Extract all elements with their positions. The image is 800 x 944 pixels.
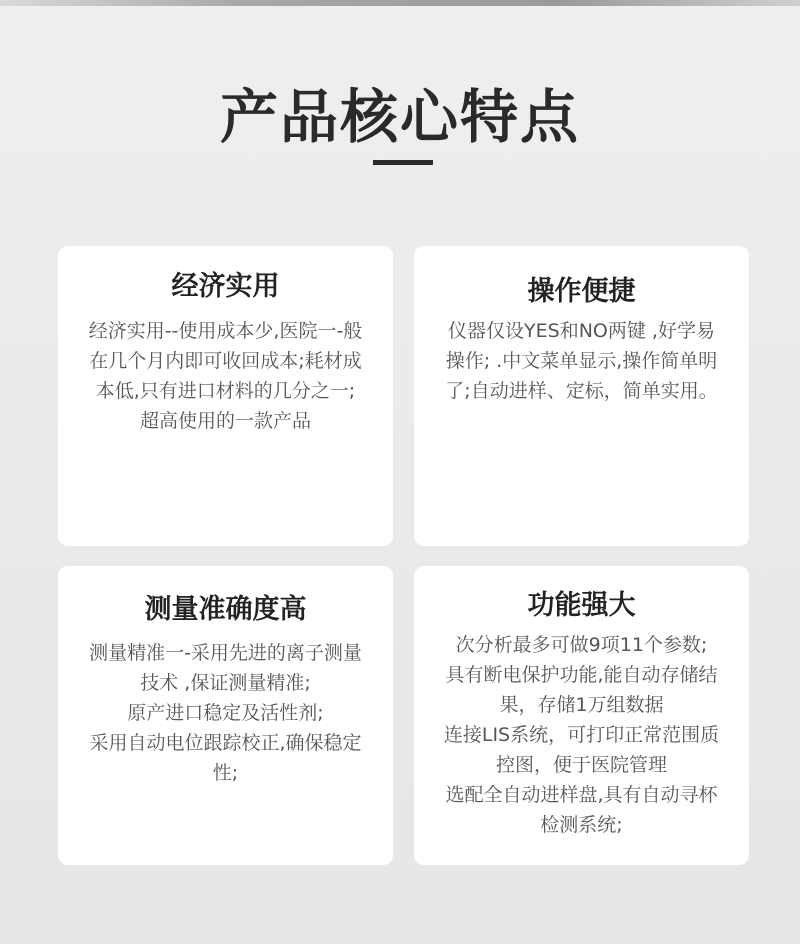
description-line: 控图，便于医院管理 <box>495 754 667 776</box>
card-description <box>436 316 727 406</box>
description-line: 次分析最多可做9项11个参数; <box>455 634 708 656</box>
card-description <box>436 630 727 840</box>
description-line: 原产进口稳定及活性剂; <box>127 702 324 724</box>
description-line: 具有断电保护功能,能自动存储结 <box>445 664 718 686</box>
description-line: 仪器仅设YES和NO两键 ,好学易 <box>448 320 715 342</box>
description-line: 在几个月内即可收回成本;耗材成 <box>89 350 362 372</box>
page-title: 产品核心特点 <box>219 83 580 151</box>
description-line: 技术 ,保证测量精准; <box>140 672 311 694</box>
description-line: 本低,只有进口材料的几分之一; <box>95 380 356 402</box>
card-title: 操作便捷 <box>527 276 636 307</box>
title-underline <box>373 160 433 165</box>
card-title: 经济实用 <box>171 271 280 302</box>
description-line: 选配全自动进样盘,具有自动寻杯 <box>445 784 718 806</box>
feature-card-economy <box>58 246 393 546</box>
description-line: 连接LIS系统，可打印正常范围质 <box>443 724 720 746</box>
card-title: 测量准确度高 <box>144 594 307 625</box>
feature-card-ease-of-use <box>414 246 749 546</box>
feature-card-accuracy <box>58 566 393 865</box>
card-description <box>80 638 371 788</box>
description-line: 了;自动进样、定标，简单实用。 <box>445 380 718 402</box>
description-line: 测量精准一-采用先进的离子测量 <box>89 642 362 664</box>
feature-card-powerful-functions <box>414 566 749 865</box>
description-line: 性; <box>212 762 239 784</box>
description-line: 检测系统; <box>540 814 623 836</box>
description-line: 果，存储1万组数据 <box>499 694 664 716</box>
description-line: 采用自动电位跟踪校正,确保稳定 <box>89 732 362 754</box>
description-line: 操作; .中文菜单显示,操作简单明 <box>445 350 718 372</box>
description-line: 经济实用--使用成本少,医院一-般 <box>88 320 363 342</box>
description-line: 超高使用的一款产品 <box>139 410 311 432</box>
card-description <box>80 316 371 436</box>
top-decor-bar <box>0 0 800 6</box>
card-title: 功能强大 <box>527 590 636 621</box>
